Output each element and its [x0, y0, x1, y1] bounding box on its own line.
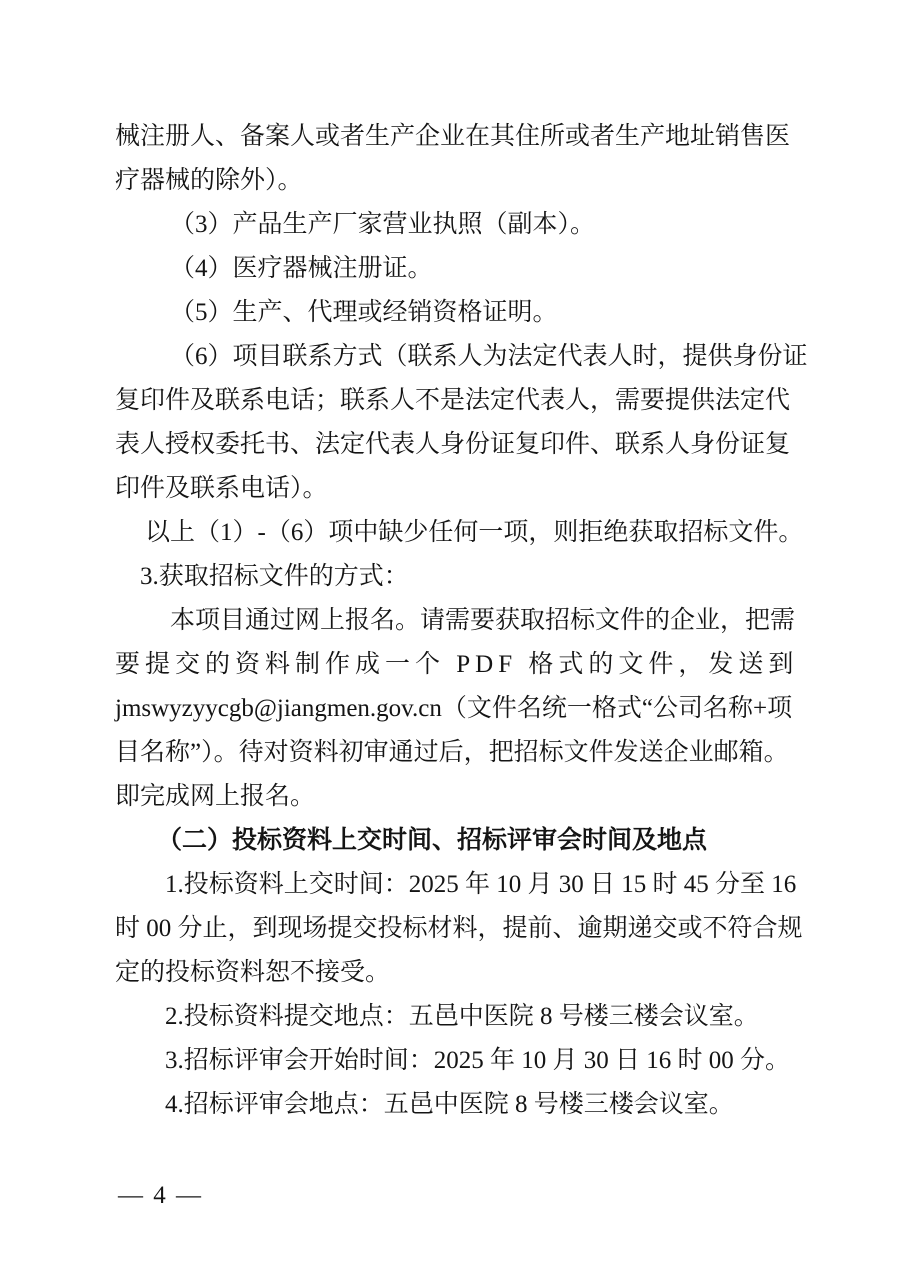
document-line: 2.投标资料提交地点：五邑中医院 8 号楼三楼会议室。	[165, 1003, 759, 1030]
document-line: 印件及联系电话）。	[115, 475, 328, 502]
document-body	[115, 115, 808, 1127]
document-line: 表人授权委托书、法定代表人身份证复印件、联系人身份证复	[115, 431, 791, 458]
document-line: 时 00 分止，到现场提交投标材料，提前、逾期递交或不符合规	[115, 915, 803, 942]
document-line: 本项目通过网上报名。请需要获取招标文件的企业，把需	[170, 607, 796, 634]
document-line: 定的投标资料恕不接受。	[115, 959, 391, 986]
document-line: （6）项目联系方式（联系人为法定代表人时，提供身份证	[170, 343, 808, 370]
document-line: （3）产品生产厂家营业执照（副本）。	[170, 211, 596, 238]
document-line: jmswyzyycgb@jiangmen.gov.cn（文件名统一格式“公司名称+项	[115, 695, 793, 722]
document-line: （4）医疗器械注册证。	[170, 255, 433, 282]
document-line: 械注册人、备案人或者生产企业在其住所或者生产地址销售医	[115, 123, 791, 150]
document-line: 即完成网上报名。	[115, 783, 316, 810]
document-line: （5）生产、代理或经销资格证明。	[170, 299, 558, 326]
document-line: 1.投标资料上交时间：2025 年 10 月 30 日 15 时 45 分至 16	[165, 871, 797, 898]
document-line: 3.招标评审会开始时间：2025 年 10 月 30 日 16 时 00 分。	[165, 1047, 791, 1074]
section-heading: （二）投标资料上交时间、招标评审会时间及地点	[157, 827, 708, 854]
document-line: 复印件及联系电话；联系人不是法定代表人，需要提供法定代	[115, 387, 791, 414]
document-line: 要提交的资料制作成一个 PDF 格式的文件，发送到	[115, 651, 799, 678]
page-number: — 4 —	[118, 1182, 203, 1209]
document-line: 目名称”）。待对资料初审通过后，把招标文件发送企业邮箱。	[115, 739, 789, 766]
document-line: 疗器械的除外）。	[115, 167, 303, 194]
document-line: 4.招标评审会地点：五邑中医院 8 号楼三楼会议室。	[165, 1091, 734, 1118]
document-line: 以上（1）-（6）项中缺少任何一项，则拒绝获取招标文件。	[145, 519, 804, 546]
document-line: 3.获取招标文件的方式：	[140, 563, 409, 590]
